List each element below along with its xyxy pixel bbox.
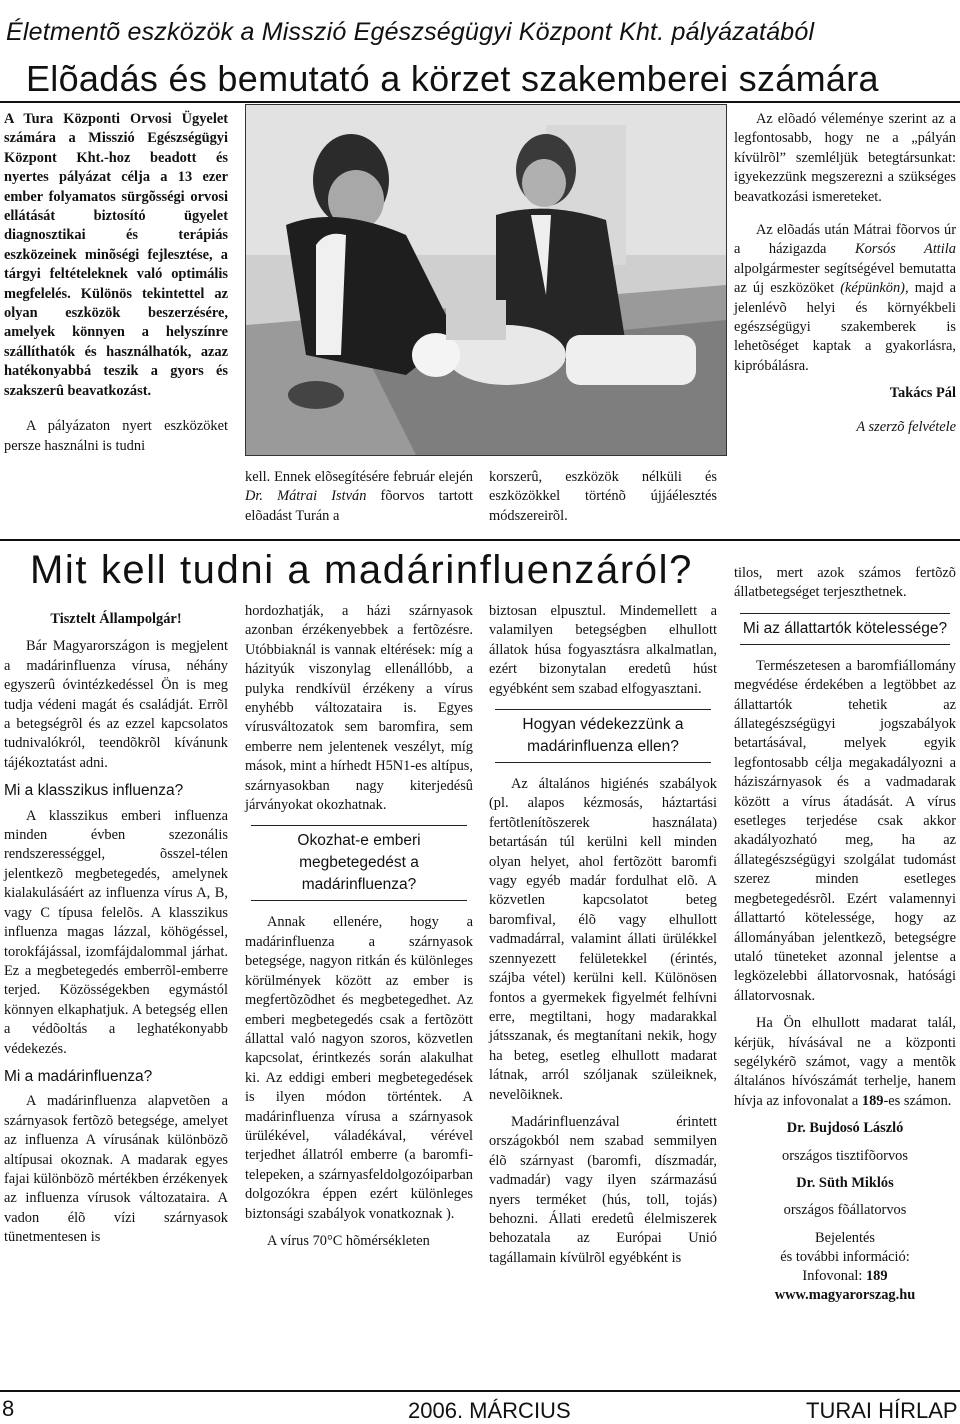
article2-col1 xyxy=(4,610,228,1256)
heading-bird-flu: Mi a madárinfluenza? xyxy=(4,1067,153,1085)
intro-paragraph: Bár Magyarországon is megjelent a madárinfluenza vírusa, néhány egyszerû óvintézkedéssel Ön is meg tudja védeni magát és családját. Errõl a betegségrõl és az ezzel kapcsolatos tudnivalókról, teendõkrõl kívánunk tájékoztatást adni. xyxy=(4,638,228,771)
p2-name: Dr. Mátrai István xyxy=(245,488,367,505)
article1-p5 xyxy=(734,221,956,376)
dead-bird-text: Ha Ön elhullott madarat talál, kérjük, hívásával ne a központi segélykérõ számot, vagy a mentõk általános hívószámát terhelje, hanem hívja az infovonalat a xyxy=(734,1015,956,1109)
article1-p3: korszerû, eszközök nélküli és eszközökkel történõ újjáélesztés módszereirõl. xyxy=(489,469,717,524)
salutation: Tisztelt Állampolgár! xyxy=(50,611,182,627)
signature-title-2: országos fõállatorvos xyxy=(783,1202,907,1219)
signature-name-1: Dr. Bujdosó László xyxy=(786,1120,904,1137)
p5-text-end: , majd a jelenlévõ helyi és környékbeli egészségügyi szakemberek is lehetõséget kaptak a gyakorlásra, kipróbálásra. xyxy=(734,280,956,374)
signature-title-1: országos tisztifõorvos xyxy=(782,1147,908,1164)
photo-illustration xyxy=(246,105,726,455)
article1-p4: Az elõadó véleménye szerint az a legfontosabb, hogy ne a „pályán kívülrõl” szemléljük betegtársunkat: igyekezzünk megszerezni a szükséges beavatkozási ismereteket. xyxy=(734,111,956,205)
temperature-paragraph: A vírus 70°C hõmérsékleten xyxy=(267,1232,430,1249)
heading-classic-flu: Mi a klasszikus influenza? xyxy=(4,782,184,800)
article1-p2 xyxy=(245,468,473,526)
article2-title: Mit kell tudni a madárinfluenzáról? xyxy=(30,548,693,592)
headline-rule xyxy=(0,101,960,103)
article1-col1 xyxy=(4,110,228,464)
paper-name: TURAI HÍRLAP xyxy=(806,1398,958,1423)
info-url: www.magyarorszag.hu xyxy=(774,1286,916,1303)
p2-text: kell. Ennek elõsegítésére február elején xyxy=(245,469,473,485)
page-number: 8 xyxy=(2,1396,15,1421)
p5-paren: (képünkön) xyxy=(840,280,905,297)
dead-bird-text-end: -es számon. xyxy=(883,1092,952,1109)
info-line-1: Bejelentés xyxy=(815,1229,875,1246)
info-line-3 xyxy=(734,1267,956,1286)
heading-human-infection: Okozhat-e emberi megbetegedést a madárinfluenza? xyxy=(251,825,467,901)
import-paragraph: Madárinfluenzával érintett országokból nem szabad semmilyen élõ szárnyast (baromfi, díszmadár, vadmadár) vagy ilyen származású nyers terméket (hús, toll, tojás) behozni. Állati eredetû élelmiszerek behozatala az Európai Unió tagállamain kívülrõl egyébként is xyxy=(489,1113,717,1266)
article1-col3 xyxy=(489,468,717,534)
article1-col4 xyxy=(734,110,956,445)
p2-text-end: fõorvos tartott elõadást Turán a xyxy=(245,488,473,524)
bird-flu-paragraph: A madárinfluenza alapvetõen a szárnyasok fertõzõ betegsége, amelyet az influenza A vírusának különbözõ altípusai okoznak. A madarak egyes fajai különbözõ mértékben érzékenyek az influenza vírusok változataira. A vadon élõ vízi szárnyasok tünetmentesen is xyxy=(4,1093,228,1246)
article2-col4 xyxy=(734,564,956,1305)
p5-text: Az elõadás után Mátrai fõorvos úr a házigazda xyxy=(734,222,956,258)
heading-owners-duty: Mi az állattartók kötelessége? xyxy=(740,613,950,645)
temperature-paragraph-cont: biztosan elpusztul. Mindemellett a valamilyen betegségben elhullott állatok húsa fogyasztásra alkalmatlan, ezért bizonytalan eredetû húst egyébként sem szabad elfogyasztani. xyxy=(489,603,717,697)
signature-name-2: Dr. Süth Miklós xyxy=(796,1174,894,1191)
photo-credit: A szerzõ felvétele xyxy=(856,418,956,435)
kicker-line: Életmentõ eszközök a Misszió Egészségügyi Központ Kht. pályázatából xyxy=(6,18,815,46)
bird-flu-paragraph-cont: hordozhatják, a házi szárnyasok azonban érzékenyebbek a fertõzésre. Utóbbiaknál is vannak eltérések: míg a házityúk viszonylag ellenállóbb, a pulyka rendkívül érzékeny a vírus enyhébb változataira is. Egyes vírusváltozatok sem baromfira, sem emberre nem jelentenek veszélyt, míg mások, mint a hírhedt H5N1-es altípus, szárnyasokban nagy kiterjedésû járványokat okozhatnak. xyxy=(245,603,473,814)
footer-rule xyxy=(0,1390,960,1392)
article1-col2 xyxy=(245,468,473,534)
article1-author: Takács Pál xyxy=(889,385,956,402)
article2-col2 xyxy=(245,602,473,1259)
section-rule xyxy=(0,539,960,541)
article1-p1: A pályázaton nyert eszközöket persze használni is tudni xyxy=(4,418,228,454)
article-headline: Elõadás és bemutató a körzet szakemberei számára xyxy=(26,58,879,99)
issue-date: 2006. MÁRCIUS xyxy=(408,1398,571,1423)
infoline-label: Infovonal: xyxy=(802,1267,866,1284)
heading-protection: Hogyan védekezzünk a madárinfluenza ellen? xyxy=(495,709,711,763)
import-paragraph-cont: tilos, mert azok számos fertõzõ állatbetegséget terjeszthetnek. xyxy=(734,565,956,601)
info-box xyxy=(734,1229,956,1305)
info-line-2: és további információ: xyxy=(780,1248,910,1265)
article-photo xyxy=(245,104,727,456)
lead-paragraph: A Tura Központi Orvosi Ügyelet számára a Misszió Egészségügyi Központ Kht.-hoz beadott és nyertes pályázat célja a 13 ezer ember folyamatos sürgõsségi orvosi ellátását biztosító ügyelet diagnosztikai és terápiás eszközeinek minõségi fejlesztése, a tárgyi feltételeknek való optimális megfelelés. Különös tekintettel az olyan eszközök beszerzésére, amelyek könnyen a helyszínre szállíthatók és használhatók, azaz hatékonyabbá teszik a gyors és szakszerû beavatkozást. xyxy=(4,111,228,399)
protection-paragraph: Az általános higiénés szabályok (pl. alapos kézmosás, háztartási fertõtlenítõszerek használata) betartásán túl kerülni kell minden olyan helyet, ahol fertõzött baromfi vagy egyéb madár fordulhat elõ. A közvetlen kapcsolatot beteg baromfival, élõ vagy elhullott vadmadárral, valamint állati ürülékkel szennyezett felületekkel (érintés, szájba vétel) kerülni kell. Különösen fontos a gyermekek figyelmét felhívni erre, megtiltani, hogy madarakkal játsszanak, és megtanítani nekik, hogy ha beteg, esetleg elhullott madarat látnak, arról szóljanak szüleiknek, nevelõiknek. xyxy=(489,776,717,1103)
p5-text-mid: alpolgármester segítségével bemutatta az új eszközöket xyxy=(734,260,956,297)
article1-lead xyxy=(4,110,228,401)
human-infection-paragraph: Annak ellenére, hogy a madárinfluenza a szárnyasok betegsége, nagyon ritkán és különleges körülmények között az ember is megfertõzõdhet és megbetegedhet. Az emberi megbetegedés csak a fertõzött állattal való nagyon szoros, közvetlen kapcsolat, érintkezés során alakulhat ki. Az eddigi emberi megbetegedések is ilyen módon történtek. A madárinfluenza vírusa a szárnyasok ürülékével, váladékával, vérével terjedhet állatról emberre (a baromfi-telepeken, a szárnyasfeldolgozóiparban dolgozókra éppen ezért különleges biztonsági szabályok vonatkoznak ). xyxy=(245,914,473,1222)
infoline-number-2: 189 xyxy=(865,1267,888,1284)
p5-name: Korsós Attila xyxy=(854,241,957,258)
article2-col3 xyxy=(489,602,717,1276)
owners-paragraph: Természetesen a baromfiállomány megvédése érdekében a legtöbbet az állattartók tehetik az állategészségügyi jogszabályok betartásával, melyek egyik legfontosabb célja megakadályozni a háziszárnyasok és a vadmadarak között a vírus átadását. A vírus esetleges terjedése csak akkor akadályozható meg, ha az állategészségügyi szolgálat tudomást szerez minden esetleges megbetegedésrõl. Ezért valamennyi állattartó kötelessége, hogy az állományában jelentkezõ, betegségre utaló tüneteket azonnal jelentse a legközelebbi állatorvosnak, hatósági állatorvosnak. xyxy=(734,657,956,1004)
dead-bird-paragraph xyxy=(734,1014,956,1111)
classic-flu-paragraph: A klasszikus emberi influenza minden évben szezonális rendszerességgel, õsszel-télen jelentkezõ megbetegedés, amelynek kialakulásáért az influenza vírus A, B, vagy C típusa felelõs. A klasszikus influenza magas lázzal, köhögéssel, torokfájással, izomfájdalommal járhat. Ez a megbetegedés emberrõl-emberre terjed. Közösségekben egymástól könnyen elkaphatjuk. A betegség ellen a védõoltás a leghatékonyabb védekezés. xyxy=(4,807,228,1057)
infoline-number: 189 xyxy=(861,1092,884,1109)
